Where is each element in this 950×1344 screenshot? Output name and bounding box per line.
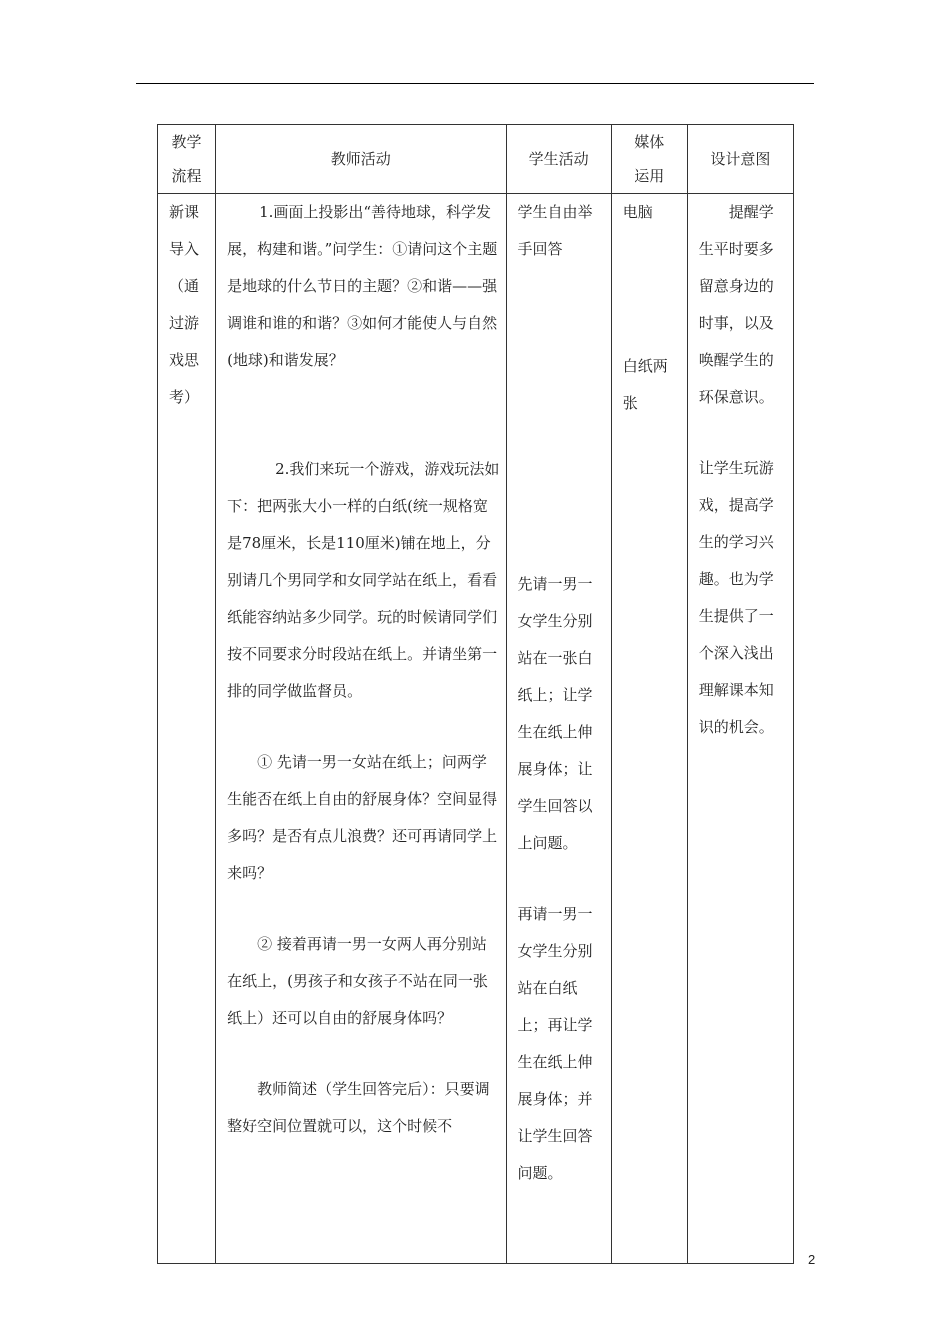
media-item-2: 白纸两张 xyxy=(622,357,668,412)
student-cell xyxy=(506,194,611,1264)
media-cell xyxy=(611,194,687,1264)
teacher-cell xyxy=(216,194,506,1264)
header-media xyxy=(611,125,687,194)
page-number: 2 xyxy=(808,1252,816,1267)
header-student: 学生活动 xyxy=(506,125,611,194)
intent-cell xyxy=(687,194,793,1264)
teacher-para-5: 教师简述（学生回答完后）：只要调整好空间位置就可以，这个时候不 xyxy=(227,1080,490,1135)
table-row xyxy=(158,194,794,1264)
student-para-1: 学生自由举手回答 xyxy=(517,203,593,258)
header-teacher: 教师活动 xyxy=(216,125,506,194)
header-rule xyxy=(136,83,814,84)
student-para-2: 先请一男一女学生分别站在一张白纸上；让学生在纸上伸展身体；让学生回答以上问题。 xyxy=(517,575,593,852)
intent-para-1: 提醒学生平时要多留意身边的时事，以及唤醒学生的环保意识。 xyxy=(698,203,774,406)
lesson-plan-table xyxy=(157,124,794,1264)
teacher-para-2: 2.我们来玩一个游戏，游戏玩法如下：把两张大小一样的白纸(统一规格宽是78厘米，长是110厘米)铺在地上，分别请几个男同学和女同学站在纸上，看看纸能容纳站多少同学。玩的时候请同学们按不同要求分时段站在纸上。并请坐第一排的同学做监督员。 xyxy=(227,460,500,700)
header-intent: 设计意图 xyxy=(687,125,793,194)
header-flow-text: 教学 流程 xyxy=(171,133,202,185)
student-para-3: 再请一男一女学生分别站在白纸上；再让学生在纸上伸展身体；并让学生回答问题。 xyxy=(517,905,593,1182)
table-header-row xyxy=(158,125,794,194)
teacher-para-3: ① 先请一男一女站在纸上；问两学生能否在纸上自由的舒展身体？空间显得多吗？是否有点儿浪费？还可再请同学上来吗？ xyxy=(227,753,498,882)
header-flow xyxy=(158,125,216,194)
header-media-text: 媒体 运用 xyxy=(634,133,665,185)
flow-text: 新课导入（通过游戏思考） xyxy=(169,203,200,406)
teacher-para-1: 1.画面上投影出“善待地球，科学发展，构建和谐。”问学生：①请问这个主题是地球的什么节日的主题？②和谐——强调谁和谁的和谐？③如何才能使人与自然(地球)和谐发展？ xyxy=(227,203,498,369)
flow-cell xyxy=(158,194,216,1264)
teacher-para-4: ② 接着再请一男一女两人再分别站在纸上，(男孩子和女孩子不站在同一张纸上）还可以自由的舒展身体吗？ xyxy=(227,935,488,1027)
intent-para-2: 让学生玩游戏，提高学生的学习兴趣。也为学生提供了一个深入浅出理解课本知识的机会。 xyxy=(698,459,774,736)
media-item-1: 电脑 xyxy=(622,203,653,221)
